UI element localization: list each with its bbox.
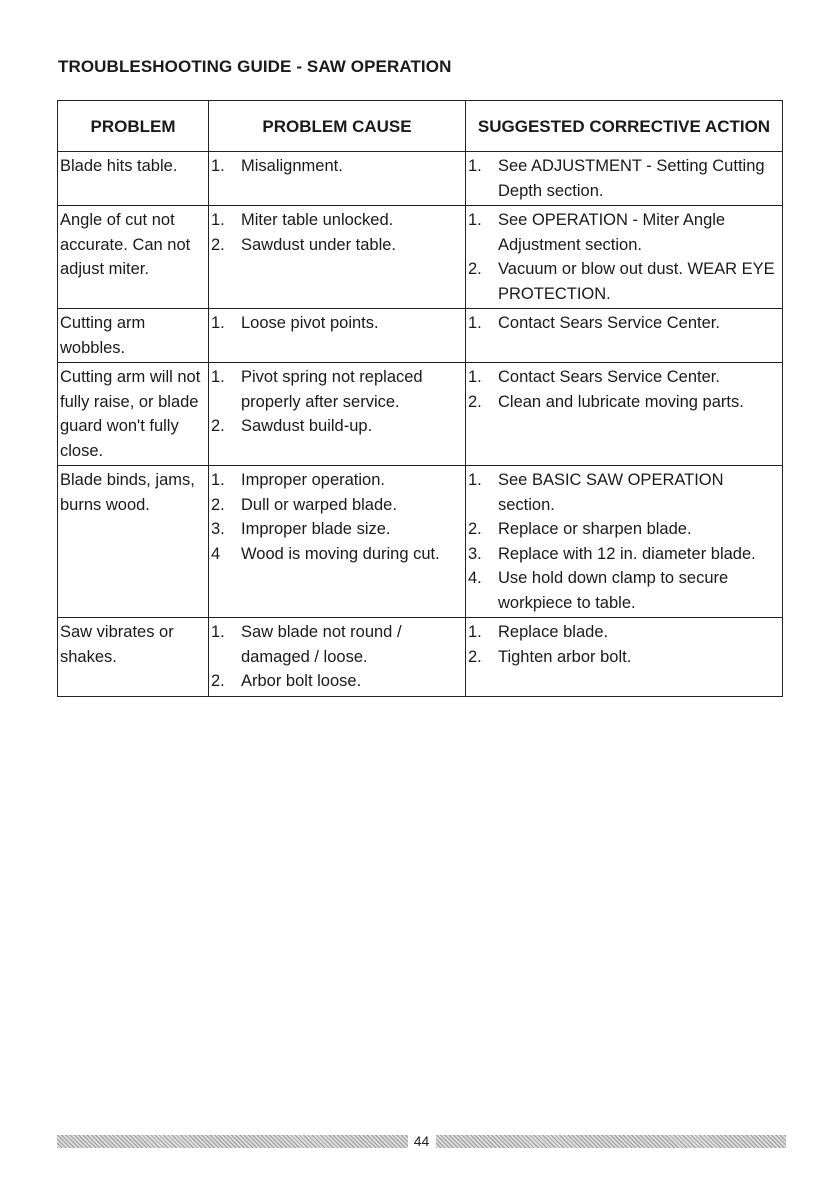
action-cell [466,206,783,309]
action-number: 1. [468,314,482,332]
action-text: See ADJUSTMENT - Setting Cutting Depth section. [498,157,765,200]
cause-cell [209,152,466,206]
action-text: Replace with 12 in. diameter blade. [498,544,756,563]
troubleshooting-table [57,100,783,697]
cause-item [211,669,465,694]
action-number: 2. [468,392,482,411]
page-number: 44 [413,1133,430,1149]
cause-text: Miter table unlocked. [241,211,394,229]
action-text: Contact Sears Service Center. [498,314,720,332]
cause-number: 1. [211,211,225,229]
table-row [58,363,783,466]
action-cell [466,466,783,618]
cause-number: 1. [211,368,225,386]
cause-text: Arbor bolt loose. [241,672,362,690]
table-row [58,618,783,697]
action-cell [466,309,783,363]
action-number: 1. [468,157,482,175]
problem-cell: Blade binds, jams, burns wood. [58,466,209,618]
action-number: 4. [468,569,482,587]
cause-number: 2. [211,235,225,254]
action-item [468,517,782,542]
problem-cell: Angle of cut not accurate. Can not adjust miter. [58,206,209,309]
header-problem-cause: PROBLEM CAUSE [209,101,466,152]
problem-cell: Saw vibrates or shakes. [58,618,209,697]
cause-item [211,620,465,669]
cause-number: 2. [211,495,225,514]
action-text: Clean and lubricate moving parts. [498,392,744,411]
table-row [58,309,783,363]
action-item [468,257,782,306]
cause-text: Sawdust build-up. [241,417,373,435]
action-item [468,542,782,567]
action-item [468,390,782,415]
cause-number: 1. [211,623,225,641]
cause-item [211,414,465,439]
footer-rule-right [436,1135,787,1148]
problem-cell: Cutting arm wobbles. [58,309,209,363]
cause-number: 4 [211,544,221,563]
table-body [58,152,783,697]
action-item [468,208,782,257]
action-text: Use hold down clamp to secure workpiece to table. [498,569,729,612]
cause-text: Sawdust under table. [241,235,397,254]
footer-rule-left [57,1135,408,1148]
cause-cell [209,309,466,363]
cause-cell [209,206,466,309]
cause-number: 1. [211,157,225,175]
page-footer [57,1131,786,1151]
cause-number: 2. [211,417,225,435]
action-number: 1. [468,623,482,641]
header-problem: PROBLEM [58,101,209,152]
cause-text: Improper blade size. [241,520,391,538]
cause-text: Saw blade not round / damaged / loose. [241,623,402,666]
table-row [58,152,783,206]
cause-item [211,468,465,493]
cause-number: 2. [211,672,225,690]
action-text: Vacuum or blow out dust. WEAR EYE PROTECTION. [498,260,775,303]
cause-item [211,493,465,518]
cause-item [211,208,465,233]
action-number: 1. [468,211,482,229]
cause-number: 3. [211,520,225,538]
action-item [468,365,782,390]
table-row [58,206,783,309]
cause-text: Improper operation. [241,471,385,489]
action-text: Replace blade. [498,623,609,641]
action-number: 2. [468,520,482,538]
action-item [468,154,782,203]
cause-item [211,311,465,336]
table-row [58,466,783,618]
table-header-row [58,101,783,152]
action-number: 3. [468,544,482,563]
action-number: 1. [468,471,482,489]
cause-cell [209,466,466,618]
action-text: Tighten arbor bolt. [498,647,632,666]
cause-item [211,154,465,179]
cause-item [211,365,465,414]
cause-cell [209,363,466,466]
cause-text: Pivot spring not replaced properly after service. [241,368,423,411]
action-number: 2. [468,647,482,666]
cause-text: Misalignment. [241,157,343,175]
action-text: Contact Sears Service Center. [498,368,720,386]
problem-cell: Blade hits table. [58,152,209,206]
action-text: See BASIC SAW OPERATION section. [498,471,724,514]
action-number: 2. [468,260,482,278]
action-item [468,311,782,336]
action-cell [466,152,783,206]
cause-cell [209,618,466,697]
cause-number: 1. [211,314,225,332]
cause-item [211,517,465,542]
cause-text: Dull or warped blade. [241,495,397,514]
action-item [468,620,782,645]
problem-cell: Cutting arm will not fully raise, or blade guard won't fully close. [58,363,209,466]
action-cell [466,363,783,466]
action-number: 1. [468,368,482,386]
cause-text: Loose pivot points. [241,314,379,332]
page-title: TROUBLESHOOTING GUIDE - SAW OPERATION [58,57,452,76]
action-cell [466,618,783,697]
cause-number: 1. [211,471,225,489]
cause-item [211,542,465,567]
action-text: See OPERATION - Miter Angle Adjustment section. [498,211,726,254]
header-corrective-action: SUGGESTED CORRECTIVE ACTION [466,101,783,152]
action-item [468,566,782,615]
action-text: Replace or sharpen blade. [498,520,692,538]
action-item [468,468,782,517]
cause-item [211,233,465,258]
cause-text: Wood is moving during cut. [241,544,440,563]
action-item [468,645,782,670]
